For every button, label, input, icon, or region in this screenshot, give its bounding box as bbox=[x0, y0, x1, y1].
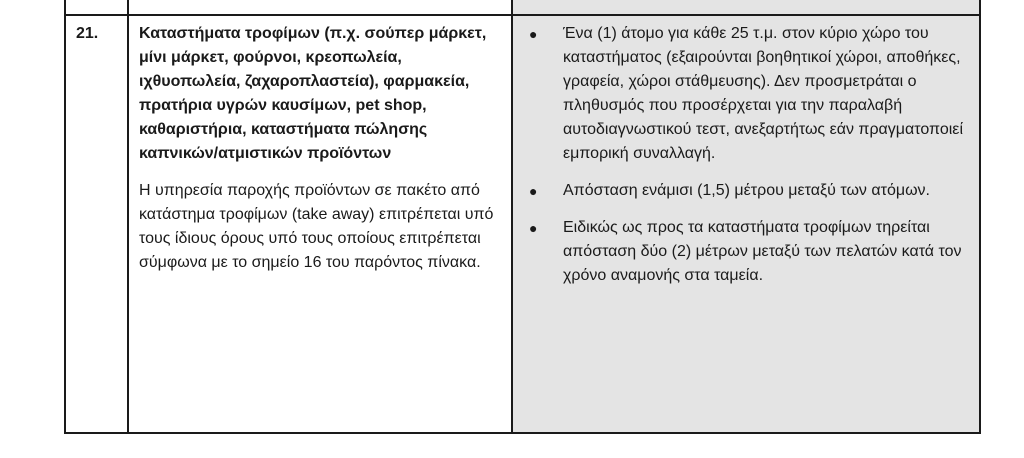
measures-table bbox=[64, 0, 981, 434]
list-item bbox=[513, 22, 967, 166]
bullet-icon: ● bbox=[529, 220, 538, 236]
list-item bbox=[513, 179, 967, 203]
table-row bbox=[65, 15, 980, 433]
list-item bbox=[513, 216, 967, 288]
rules-cell bbox=[512, 15, 980, 433]
previous-row-number-cell bbox=[65, 0, 128, 15]
bullet-icon: ● bbox=[529, 183, 538, 199]
previous-row-remainder bbox=[65, 0, 980, 15]
rules-list bbox=[513, 16, 979, 288]
previous-row-rules-cell bbox=[512, 0, 980, 15]
row-number: 21. bbox=[76, 25, 99, 42]
rule-text: Ένα (1) άτομο για κάθε 25 τ.μ. στον κύριο χώρο του καταστήματος (εξαιρούνται βοηθητικοί χώροι, αποθήκες, γραφεία, χώροι στάθμευσης). Δεν προσμετράται ο πληθυσμός που προσέρχεται για την παραλαβή αυτοδιαγνωστικού τεστ, ανεξαρτήτως εάν πραγματοποιεί εμπορική συναλλαγή. bbox=[563, 25, 963, 162]
rule-text: Ειδικώς ως προς τα καταστήματα τροφίμων τηρείται απόσταση δύο (2) μέτρων μεταξύ των πελατών κατά τον χρόνο αναμονής στα ταμεία. bbox=[563, 219, 962, 284]
row-number-cell bbox=[65, 15, 128, 433]
rule-text: Απόσταση ενάμισι (1,5) μέτρου μεταξύ των ατόμων. bbox=[563, 182, 930, 199]
bullet-icon: ● bbox=[529, 26, 538, 42]
category-note: Η υπηρεσία παροχής προϊόντων σε πακέτο από κατάστημα τροφίμων (take away) επιτρέπεται υπό τους ίδιους όρους υπό τους οποίους επιτρέπεται σύμφωνα με το σημείο 16 του παρόντος πίνακα. bbox=[139, 182, 494, 271]
category-cell bbox=[128, 15, 512, 433]
previous-row-category-cell bbox=[128, 0, 512, 15]
category-title: Καταστήματα τροφίμων (π.χ. σούπερ μάρκετ, μίνι μάρκετ, φούρνοι, κρεοπωλεία, ιχθυοπωλεία, ζαχαροπλαστεία), φαρμακεία, πρατήρια υγρών καυσίμων, pet shop, καθαριστήρια, καταστήματα πώλησης καπνικών/ατμιστικών προϊόντων bbox=[139, 25, 487, 162]
